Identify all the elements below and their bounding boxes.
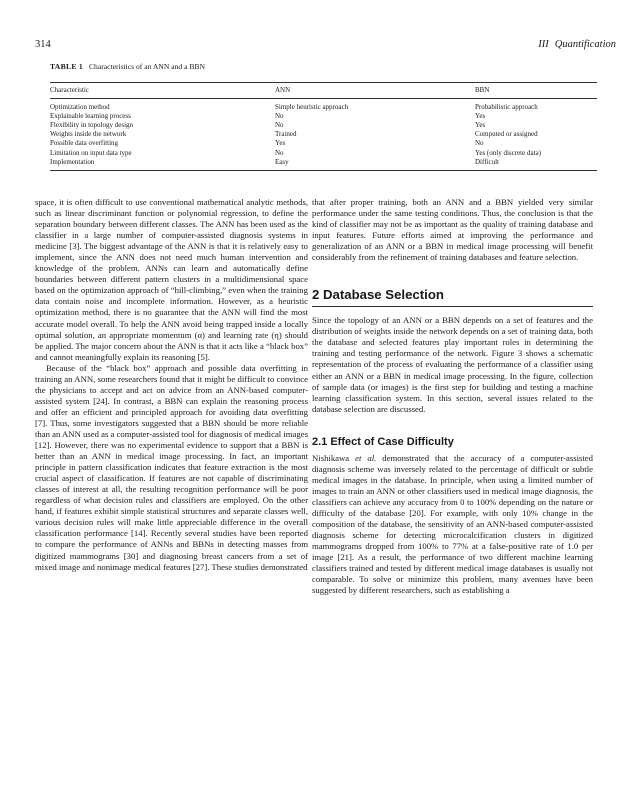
table-cell: No xyxy=(275,112,284,121)
table-cell: No xyxy=(275,148,284,157)
table-row xyxy=(50,149,597,158)
body-paragraph: Because of the “black box” approach and possible data overfitting in training an ANN, some researchers found that it might be difficult to convince the physicians to accept and act on advice from an ANN-based computer-assisted system [24]. In contrast, a BBN can explain the reasoning process and offer an efficient and principled approach for avoiding data overfitting [7]. Thus, some investigators suggested that a BBN should be more reliable than an ANN used as a computer-assisted tool for diagnosis of medical images [12]. However, there was no experimental evidence to support that a BBN is better than an ANN in medical image processing. In fact, an important principle in pattern classification indicates that feature extraction is the most crucial aspect of classification. If features are not capable of discriminating classes of interest at all, the resulting recognition performance will be poor regardless of what decision rules and classifiers are employed. On the other hand, if features exhibit simple statistical structures and separate classes well, various decision rules will make little appreciable difference in the overall classification performance [14]. Recently several studies have been reported to compare the performance of ANNs and BBNs in detecting masses from digitized mammograms [30] and diagnosing breast cancers from a set of mixed image and nonimage medical features [27]. These studies demonstrated xyxy=(35,362,308,572)
table-cell: Trained xyxy=(275,130,297,139)
table-cell: Explainable learning process xyxy=(50,112,131,121)
table-1 xyxy=(50,62,597,171)
table-row xyxy=(50,158,597,171)
table-cell: Easy xyxy=(275,157,289,166)
table-cell: Possible data overfitting xyxy=(50,139,119,148)
table-row xyxy=(50,130,597,139)
column-header-bbn: BBN xyxy=(475,83,597,99)
table-cell: Simple heuristic approach xyxy=(275,103,349,112)
section-heading: 2 Database Selection xyxy=(312,287,593,307)
page-number: 314 xyxy=(35,39,51,50)
et-al: et al. xyxy=(355,452,377,463)
column-header-characteristic: Characteristic xyxy=(50,83,275,99)
table-cell: Probabilistic approach xyxy=(475,103,538,112)
table-label: TABLE 1 xyxy=(50,62,83,71)
body-paragraph xyxy=(312,453,593,597)
table-row xyxy=(50,121,597,130)
table-cell: Implementation xyxy=(50,157,95,166)
table-cell: Limitation on input data type xyxy=(50,148,132,157)
left-text-column xyxy=(35,197,308,573)
table-cell: Computed or assigned xyxy=(475,130,538,139)
part-numeral: III xyxy=(538,39,549,50)
table-cell: No xyxy=(475,139,484,148)
paragraph-text: demonstrated that the accuracy of a computer-assisted diagnosis scheme was inversely related to the percentage of difficult or subtle medical images in the database. In principle, when using a limited number of images to train an ANN or other classifiers used in medical image diagnosis, the classifiers can achieve any accuracy from 0 to 100% depending on the nature or difficulty of the database [20]. For example, with only 10% change in the composition of the database, the sensitivity of an ANN-based computer-assisted diagnosis scheme for detecting microcalcification clusters in digitized mammograms dropped from 100% to 77% at a false-positive rate of 1.0 per image [21]. As a result, the performance of two different machine learning classifiers trained and tested by different medical image databases is usually not comparable. To solve or minimize this problem, many avenues have been suggested by different researchers, such as establishing a xyxy=(312,452,594,596)
table-cell: Yes (only discrete data) xyxy=(475,148,541,157)
table-cell: Weights inside the network xyxy=(50,130,127,139)
table-title: Characteristics of an ANN and a BBN xyxy=(88,62,205,71)
part-label xyxy=(538,38,616,51)
table-cell: Yes xyxy=(475,112,486,121)
table-row xyxy=(50,112,597,121)
table-cell: No xyxy=(275,121,284,130)
characteristics-table xyxy=(50,82,597,171)
body-paragraph: Since the topology of an ANN or a BBN depends on a set of features and the distribution of weights inside the network depends on a set of training data, both the database and selected features play important roles in determining the training and testing performance of the network. Figure 3 shows a schematic representation of the process of evaluating the performance of a classifier using either an ANN or a BBN in medical image processing. In the figure, collection of sample data (or images) is the first step for building and testing a machine learning classification system. In this section, several issues related to the database selection are discussed. xyxy=(312,315,593,414)
right-text-column xyxy=(312,197,593,596)
table-cell: Flexibility in topology design xyxy=(50,121,134,130)
body-paragraph: that after proper training, both an ANN and a BBN yielded very similar performance under the same testing conditions. Thus, the conclusion is that the kind of classifier may not be as important as the quality of training database and input features. Future efforts aimed at improving the performance and generalization of an ANN or a BBN in medical image processing will benefit considerably from the refinement of training databases and feature selection. xyxy=(312,197,593,263)
subsection-heading: 2.1 Effect of Case Difficulty xyxy=(312,435,454,448)
author-name: Nishikawa xyxy=(312,452,350,463)
table-cell: Yes xyxy=(275,139,286,148)
table-caption xyxy=(50,62,597,72)
part-title: Quantification xyxy=(554,39,616,50)
column-header-ann: ANN xyxy=(275,83,475,99)
body-paragraph: space, it is often difficult to use conventional mathematical analytic methods, such as linear discriminant function or polynomial regression, to define the separation boundary between different classes. The ANN has been used as the classifier in a large number of computer-assisted diagnosis systems in medicine [3]. The biggest advantage of the ANN is that it is relatively easy to implement, since the ANN does not need much human intervention and knowledge of the problem. ANNs can learn and automatically define boundaries between different pattern clusters in a multidimensional space based on the optimization approach of “hill-climbing,” even when the training data contain noise and incomplete information. However, as a heuristic optimization method, there is no guarantee that the ANN will find the most accurate model overall. To help the ANN avoid being trapped inside a locally optimal solution, an appropriate momentum (α) and learning rate (η) should be applied. The major concern about the ANN is that it acts like a “black box” and cannot meaningfully explain its reasoning [5]. xyxy=(35,197,308,362)
table-cell: Difficult xyxy=(475,157,499,166)
table-header-row xyxy=(50,83,597,99)
table-cell: Yes xyxy=(475,121,486,130)
table-cell: Optimization method xyxy=(50,103,110,112)
table-row xyxy=(50,99,597,113)
table-row xyxy=(50,139,597,148)
